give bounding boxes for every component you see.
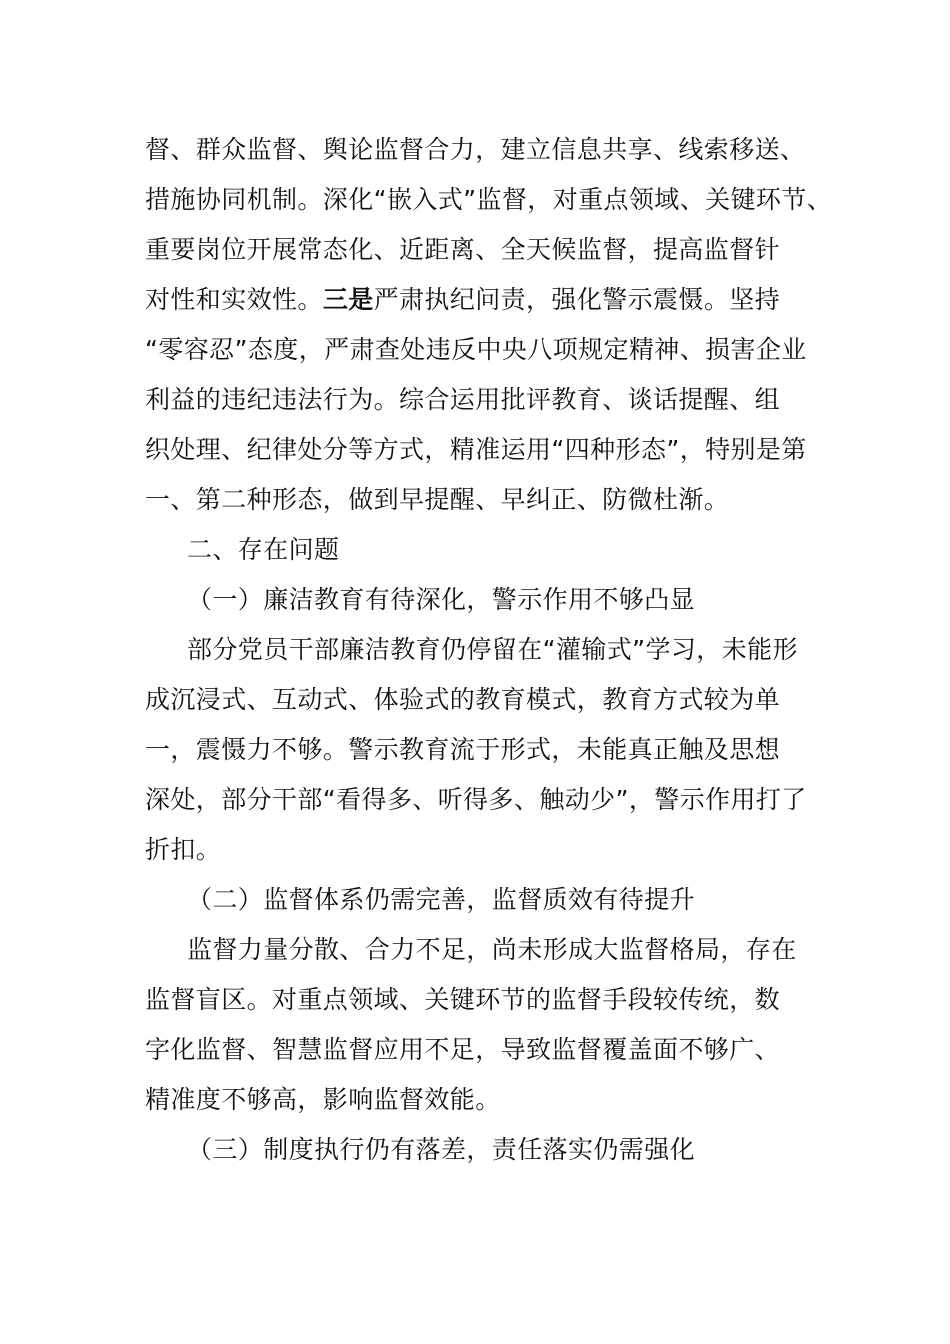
body-text-span: 严肃执纪问责，强化警示震慑。坚持 — [373, 285, 781, 314]
body-text-line: 监督力量分散、合力不足，尚未形成大监督格局，存在 — [187, 935, 797, 964]
body-text-line: 部分党员干部廉洁教育仍停留在“灌输式”学习，未能形 — [187, 635, 798, 664]
body-text-line: 织处理、纪律处分等方式，精准运用“四种形态”，特别是第 — [145, 435, 807, 464]
body-text-line: “零容忍”态度，严肃查处违反中央八项规定精神、损害企业 — [145, 335, 807, 364]
body-text-span: 对性和实效性。 — [145, 285, 323, 314]
subsection-heading: （三）制度执行仍有落差，责任落实仍需强化 — [187, 1135, 696, 1164]
body-text-line: 一，震慑力不够。警示教育流于形式，未能真正触及思想 — [145, 735, 781, 764]
section-heading: 二、存在问题 — [187, 535, 340, 564]
body-text-line: 督、群众监督、舆论监督合力，建立信息共享、线索移送、 — [145, 135, 806, 164]
body-text-line: 精准度不够高，影响监督效能。 — [145, 1085, 501, 1114]
body-text-line: 成沉浸式、互动式、体验式的教育模式，教育方式较为单 — [145, 685, 781, 714]
body-text-line: 深处，部分干部“看得多、听得多、触动少”，警示作用打了 — [145, 785, 807, 814]
body-text-line: 字化监督、智慧监督应用不足，导致监督覆盖面不够广、 — [145, 1035, 781, 1064]
body-text-line: 利益的违纪违法行为。综合运用批评教育、谈话提醒、组 — [145, 385, 781, 414]
body-text-line — [145, 285, 780, 315]
body-text-line: 监督盲区。对重点领域、关键环节的监督手段较传统，数 — [145, 985, 781, 1014]
subsection-heading: （二）监督体系仍需完善，监督质效有待提升 — [187, 885, 696, 914]
body-text-line: 一、第二种形态，做到早提醒、早纠正、防微杜渐。 — [145, 485, 730, 514]
subsection-heading: （一）廉洁教育有待深化，警示作用不够凸显 — [187, 585, 696, 614]
bold-lead-phrase: 三是 — [322, 285, 374, 314]
body-text-line: 重要岗位开展常态化、近距离、全天候监督，提高监督针 — [145, 235, 781, 264]
body-text-line: 折扣。 — [145, 835, 222, 864]
body-text-line: 措施协同机制。深化“嵌入式”监督，对重点领域、关键环节、 — [145, 185, 833, 214]
